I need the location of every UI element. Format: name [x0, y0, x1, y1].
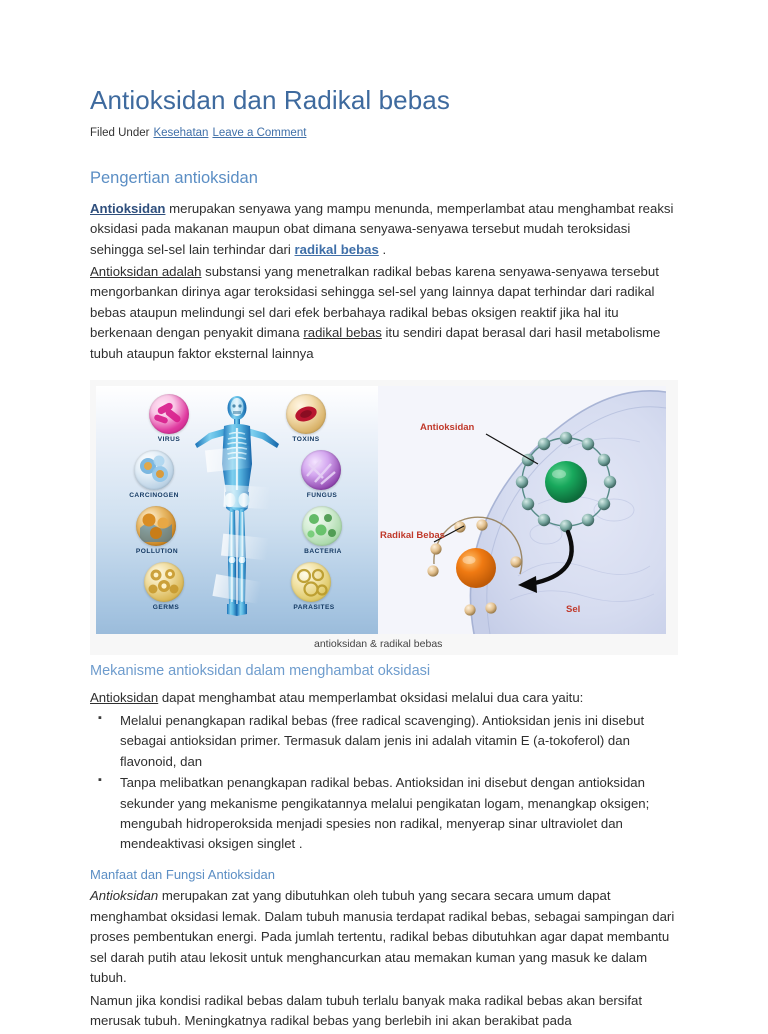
page-title: Antioksidan dan Radikal bebas [90, 85, 450, 115]
paragraph-text-tail: itu sendiri dapat berasal dari hasil metabolisme tubuh ataupun faktor eksternal lainnya [90, 325, 661, 361]
inset-label-virus: VIRUS [157, 436, 181, 444]
inset-toxins [286, 394, 326, 434]
list-item: ▪ Tanpa melibatkan penangkapan radikal bebas. Antioksidan ini disebut dengan antioksidan sekunder yang mekanisme pengikatannya melalui pengikatan logam, menangkap oksigen; mengubah hidroperoksida menjadi spesies non radikal, menyerap sinar ultraviolet dan mendeaktivasi oksigen singlet . [90, 773, 680, 855]
label-antioksidan: Antioksidan [420, 422, 475, 434]
paragraph-text-tail: . [378, 241, 387, 257]
heading-manfaat-dan-fungsi: Manfaat dan Fungsi Antioksidan [90, 866, 276, 882]
underlined-radikal-bebas: radikal bebas [303, 325, 382, 341]
inset-fungus [301, 450, 341, 490]
inset-germs [144, 562, 184, 602]
inset-label-carcinogen: CARCINOGEN [129, 492, 179, 500]
label-sel: Sel [566, 604, 581, 616]
paragraph-text: merupakan senyawa yang mampu menunda, memperlambat atau menghambat reaksi oksidasi pada makanan maupun obat dimana senyawa-senyawa tersebut mudah teroksidasi sehingga sel-sel lain terhindar dari [90, 200, 674, 257]
leave-a-comment-link[interactable]: Leave a Comment [212, 126, 307, 139]
paragraph-manfaat-1 [90, 886, 680, 988]
paragraph-text: substansi yang menetralkan radikal bebas karena senyawa-senyawa tersebut mengorbankan dirinya agar teroksidasi sehingga sel-sel yang lainnya dapat terhindar dari radikal bebas ataupun melindungi sel dari efek berbahaya radikal bebas oksigen reaktif jika hal itu berkenaan dengan penyakit dimana [90, 263, 659, 341]
list-item: ▪ Melalui penangkapan radikal bebas (free radical scavenging). Antioksidan jenis ini disebut sebagai antioksidan primer. Termasuk dalam jenis ini adalah vitamin E (a-tokoferol) dan flavonoid, dan [90, 711, 680, 772]
paragraph-pengertian-1 [90, 199, 680, 260]
human-body-illustration [191, 392, 283, 628]
inset-label-toxins: TOXINS [292, 436, 320, 444]
label-radikal-bebas: Radikal Bebas [380, 530, 445, 542]
inset-virus [149, 394, 189, 434]
post-meta [90, 126, 680, 141]
inline-link-antioksidan[interactable]: Antioksidan [90, 200, 166, 216]
heading-pengertian-antioksidan: Pengertian antioksidan [90, 168, 258, 187]
figure-images [96, 386, 672, 634]
inset-bacteria [302, 506, 342, 546]
inset-label-bacteria: BACTERIA [304, 548, 342, 556]
figure-caption: antioksidan & radikal bebas [314, 638, 443, 651]
underlined-antioksidan: Antioksidan [90, 690, 159, 706]
image-cell-antioxidant-diagram [378, 386, 666, 634]
figure-antioksidan-radikal-bebas [90, 380, 678, 655]
paragraph-mekanisme-intro [90, 688, 680, 708]
paragraph-text: merupakan zat yang dibutuhkan oleh tubuh yang secara secara umum dapat menghambat oksidasi lemak. Dalam tubuh manusia terdapat radikal bebas, sebagai sampingan dari proses pembentukan energi. Pada jumlah tertentu, radikal bebas dibutuhkan agar dapat membantu sel darah putih atau lekosit untuk menghancurkan atau memakan kuman yang masuk ke dalam tubuh. [90, 888, 675, 986]
inset-label-parasites: PARASITES [293, 604, 335, 612]
inset-parasites [291, 562, 331, 602]
paragraph-pengertian-2 [90, 262, 680, 364]
article-content [90, 86, 680, 1034]
image-human-body-free-radical-sources [96, 386, 378, 634]
inset-label-germs: GERMS [152, 604, 180, 612]
inset-pollution [136, 506, 176, 546]
filed-under-label: Filed Under [90, 126, 150, 139]
category-link-kesehatan[interactable]: Kesehatan [153, 126, 209, 139]
bullet-list-mekanisme [90, 711, 680, 855]
paragraph-text: dapat menghambat atau memperlambat oksidasi melalui dua cara yaitu: [158, 690, 584, 706]
inset-carcinogen [134, 450, 174, 490]
italic-antioksidan: Antioksidan [90, 888, 159, 904]
underlined-antioksidan-adalah: Antioksidan adalah [90, 263, 202, 279]
inline-link-radikal-bebas[interactable]: radikal bebas [294, 241, 379, 257]
inset-label-fungus: FUNGUS [306, 492, 338, 500]
paragraph-manfaat-2: Namun jika kondisi radikal bebas dalam tubuh terlalu banyak maka radikal bebas akan bersifat merusak tubuh. Meningkatnya radikal bebas yang berlebih ini akan berakibat pada [90, 992, 642, 1029]
inset-label-pollution: POLLUTION [135, 548, 179, 556]
heading-mekanisme-antioksidan: Mekanisme antioksidan dalam menghambat oksidasi [90, 662, 431, 679]
